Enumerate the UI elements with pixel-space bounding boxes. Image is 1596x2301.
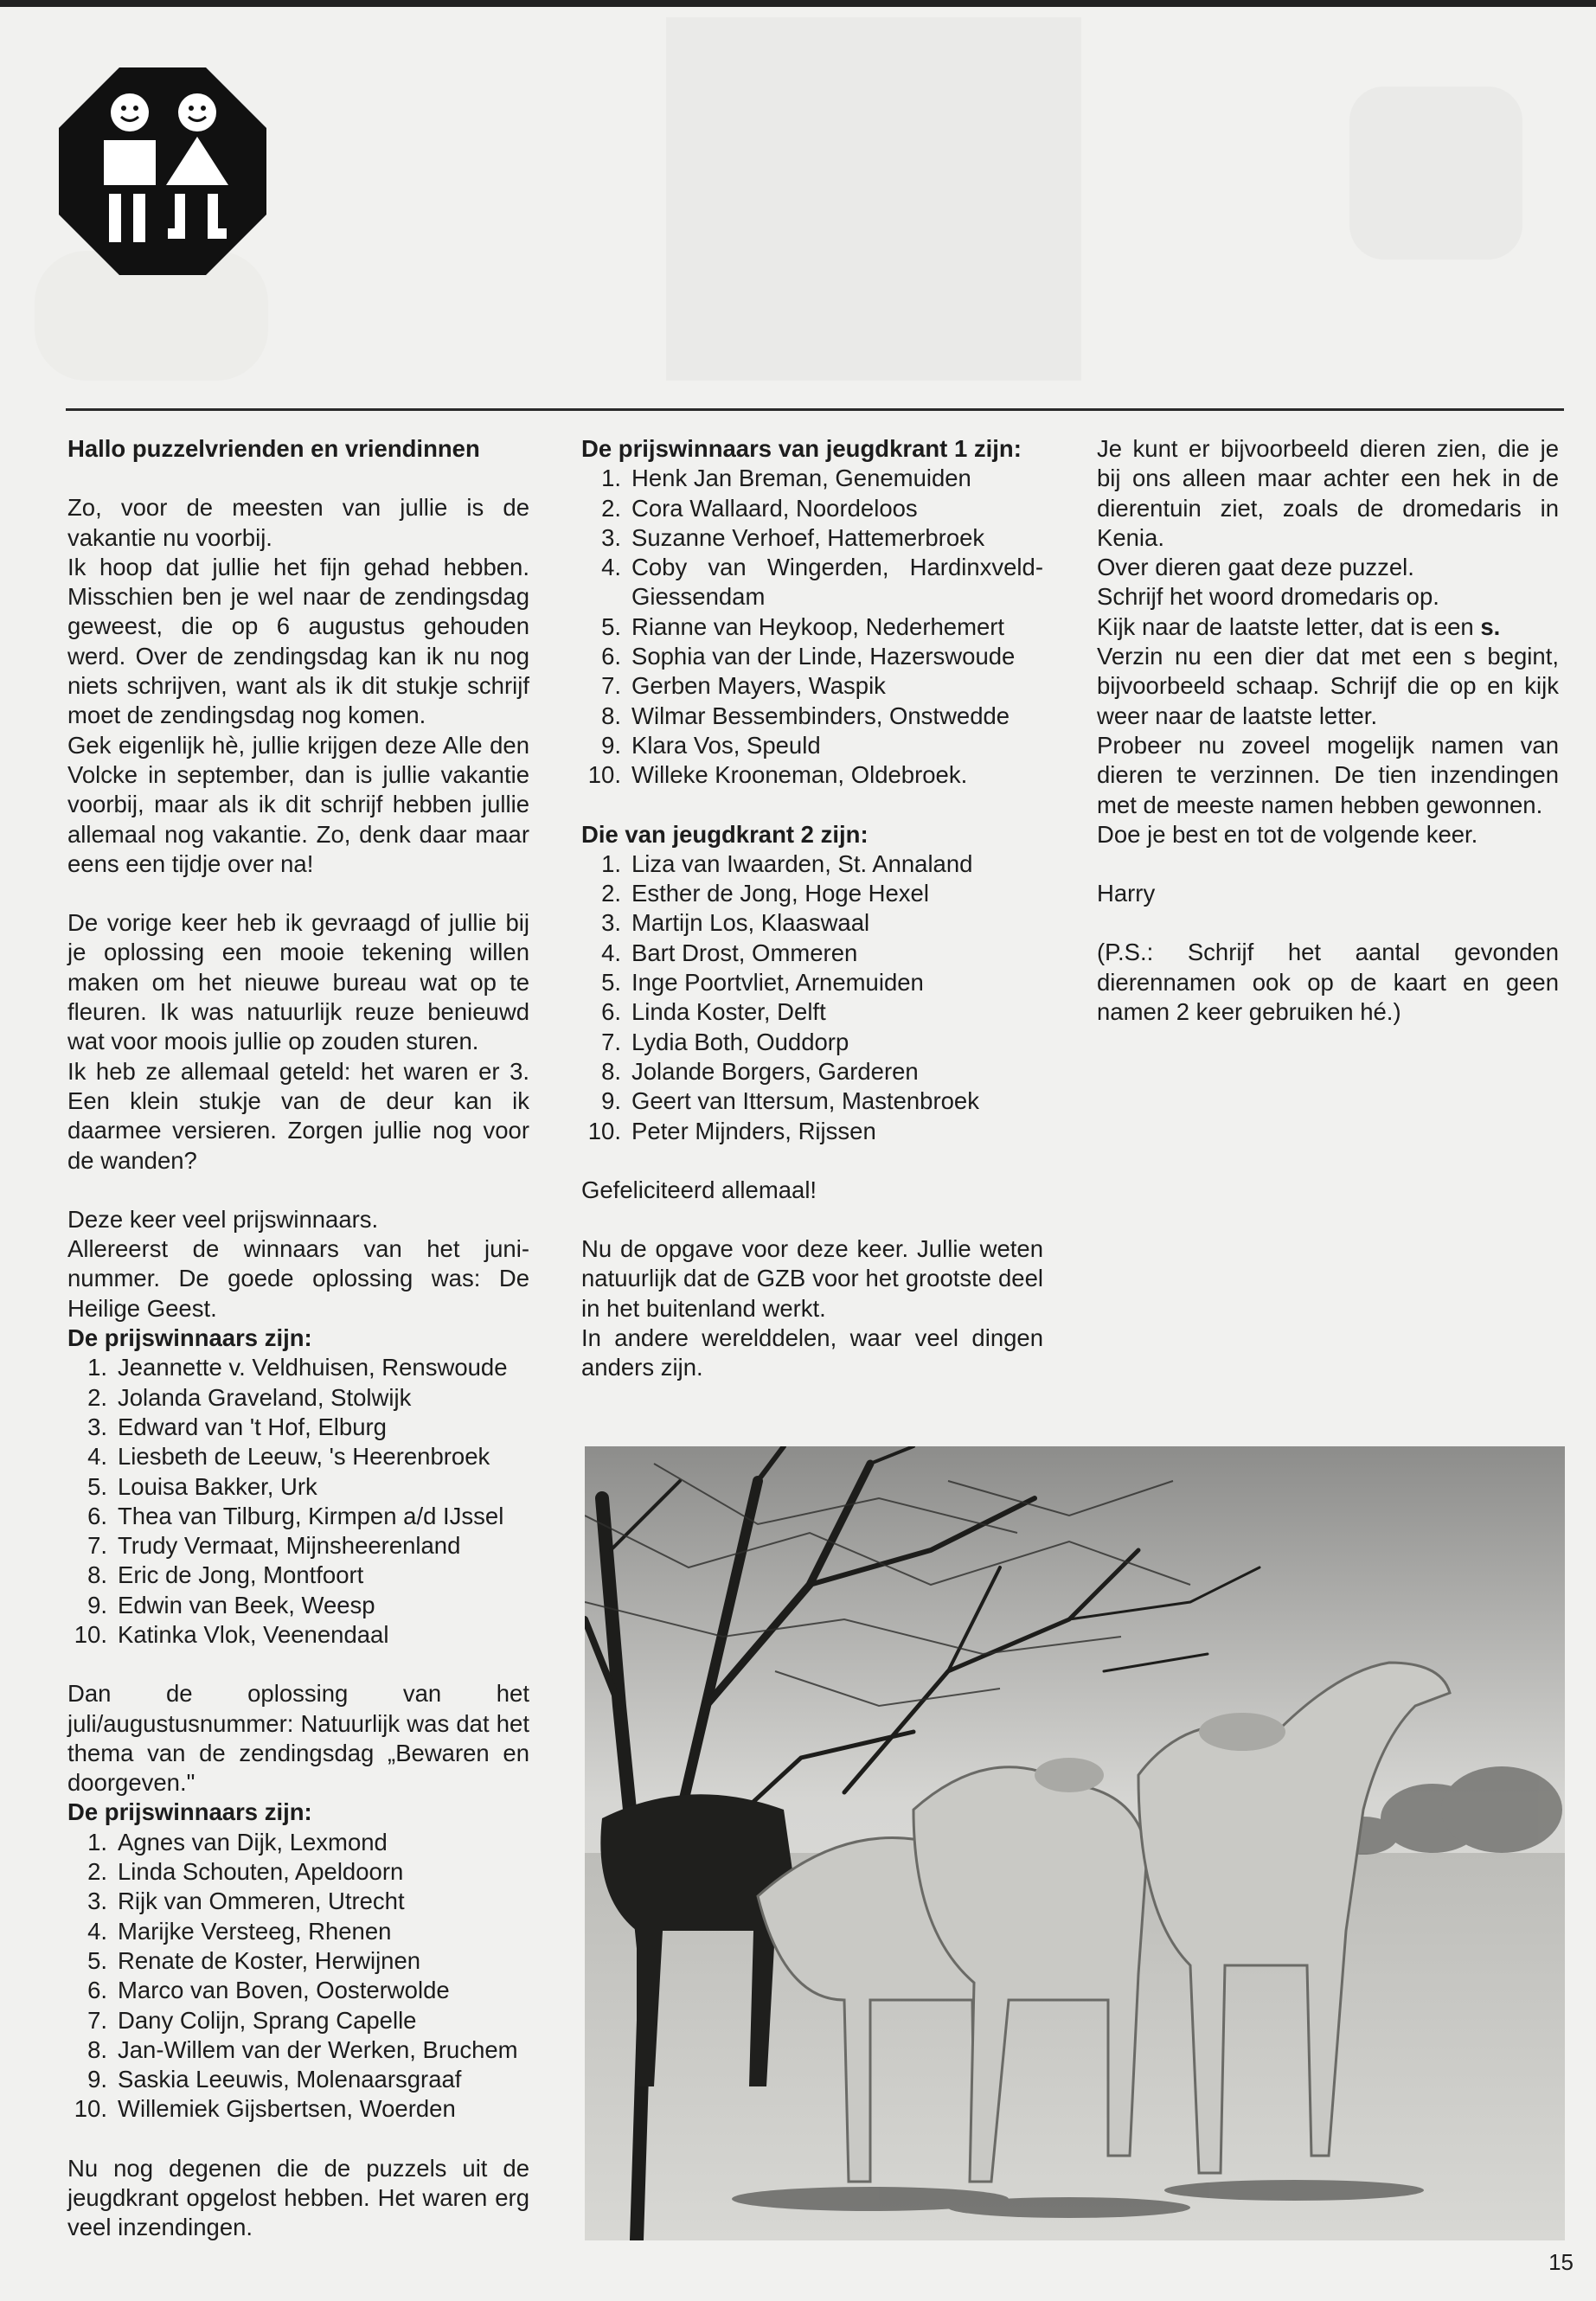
list-item: 4. Bart Drost, Ommeren (601, 939, 858, 966)
list-item: 3. Edward van 't Hof, Elburg (87, 1413, 387, 1440)
july-intro: Dan de oplossing van het juli/augustusnummer: Natuurlijk was dat het thema van de zendingsdag „Bewaren en doorgeven." (67, 1680, 529, 1797)
puzzle-paragraph: Schrijf het woord dromedaris op. (1097, 583, 1439, 611)
drawing-paragraph: De vorige keer heb ik gevraagd of jullie bij je oplossing een mooie tekening willen maken om het nieuwe bureau wat op te fleuren. Ik was natuurlijk reuze benieuwd wat voor moois jullie op zouden sturen. (67, 909, 529, 1055)
list-item: 9. Saskia Leeuwis, Molenaarsgraaf (87, 2066, 462, 2093)
list-item: 3. Suzanne Verhoef, Hattemerbroek (601, 523, 985, 551)
puzzle-paragraph: Verzin nu een dier dat met een s begint, bijvoorbeeld schaap. Schrijf die op en kijk weer naar de laatste letter. (1097, 643, 1559, 729)
list-item: 9. Geert van Ittersum, Mastenbroek (601, 1087, 979, 1115)
list-item: 5. Renate de Koster, Herwijnen (87, 1946, 421, 1974)
column-left (67, 434, 529, 2243)
list-item: 1. Agnes van Dijk, Lexmond (87, 1828, 388, 1856)
list-item: 2. Linda Schouten, Apeldoorn (87, 1858, 404, 1886)
list-item: 6. Linda Koster, Delft (601, 998, 826, 1026)
column-right (1097, 434, 1559, 1027)
puzzle-paragraph: Je kunt er bijvoorbeeld dieren zien, die je bij ons alleen maar achter een hek in de dierentuin ziet, zoals de dromedaris in Kenia. (1097, 435, 1559, 551)
top-edge (0, 0, 1596, 7)
list-item: 7. Lydia Both, Ouddorp (601, 1028, 849, 1055)
congratulations-text: Gefeliciteerd allemaal! (581, 1176, 817, 1203)
assignment-paragraph: Nu de opgave voor deze keer. Jullie weten natuurlijk dat de GZB voor het grootste deel in het buitenland werkt. (581, 1235, 1043, 1322)
list-item: 1. Henk Jan Breman, Genemuiden (601, 465, 971, 492)
list-item: 9. Klara Vos, Speuld (601, 731, 821, 759)
list-item: 2. Esther de Jong, Hoge Hexel (601, 880, 929, 907)
signature: Harry (1097, 880, 1156, 907)
list-item: 6. Sophia van der Linde, Hazerswoude (601, 643, 1016, 670)
jeugdkrant2-heading: Die van jeugdkrant 2 zijn: (581, 820, 869, 848)
list-item: 10. Willeke Krooneman, Oldebroek. (587, 761, 968, 789)
greeting-heading: Hallo puzzelvrienden en vriendinnen (67, 435, 480, 462)
july-winners-heading: De prijswinnaars zijn: (67, 1798, 312, 1826)
list-item: 4. Coby van Wingerden, Hardinxveld-Giessendam (601, 554, 1043, 611)
list-item: 3. Martijn Los, Klaaswaal (601, 909, 870, 937)
list-item: 10. Peter Mijnders, Rijssen (587, 1117, 876, 1144)
list-item: 8. Wilmar Bessembinders, Onstwedde (601, 702, 1010, 729)
list-item: 8. Jolande Borgers, Garderen (601, 1057, 919, 1085)
list-item: 6. Thea van Tilburg, Kirmpen a/d IJssel (87, 1502, 504, 1529)
show-through-shape (1349, 87, 1522, 260)
puzzle-paragraph: Kijk naar de laatste letter, dat is een s. (1097, 612, 1501, 640)
june-winners-list (67, 1353, 529, 1650)
list-item: 7. Trudy Vermaat, Mijnsheerenland (87, 1532, 461, 1560)
column-middle (581, 434, 1043, 1383)
closing-paragraph: Nu nog degenen die de puzzels uit de jeugdkrant opgelost hebben. Het waren erg veel inzendingen. (67, 2154, 529, 2241)
list-item: 6. Marco van Boven, Oosterwolde (87, 1977, 450, 2004)
jeugdkrant1-heading: De prijswinnaars van jeugdkrant 1 zijn: (581, 435, 1022, 462)
winners-intro: Deze keer veel prijswinnaars. (67, 1205, 379, 1233)
list-item: 7. Dany Colijn, Sprang Capelle (87, 2006, 417, 2034)
list-item: 5. Inge Poortvliet, Arnemuiden (601, 969, 924, 997)
list-item: 4. Marijke Versteeg, Rhenen (87, 1917, 392, 1945)
list-item: 8. Jan-Willem van der Werken, Bruchem (87, 2035, 518, 2063)
list-item: 9. Edwin van Beek, Weesp (87, 1591, 375, 1618)
list-item: 1. Jeannette v. Veldhuisen, Renswoude (87, 1354, 508, 1381)
intro-paragraph: Ik hoop dat jullie het fijn gehad hebben. Misschien ben je wel naar de zendingsdag geweest, die op 6 augustus gehouden werd. Over de zendingsdag kan ik nu nog niets schrijven, want als ik dit stukje schrijf moet de zendingsdag nog komen. (67, 553, 529, 729)
puzzle-paragraph: Doe je best en tot de volgende keer. (1097, 820, 1478, 848)
list-item: 3. Rijk van Ommeren, Utrecht (87, 1888, 405, 1915)
list-item: 7. Gerben Mayers, Waspik (601, 672, 886, 700)
list-item: 10. Katinka Vlok, Veenendaal (74, 1620, 389, 1648)
two-smiling-children-icon (59, 67, 266, 275)
intro-paragraph: Zo, voor de meesten van jullie is de vakantie nu voorbij. (67, 494, 529, 551)
list-item: 5. Louisa Bakker, Urk (87, 1472, 317, 1500)
puzzle-paragraph: Probeer nu zoveel mogelijk namen van dieren te verzinnen. De tien inzendingen met de meeste namen hebben gewonnen. (1097, 731, 1559, 818)
assignment-paragraph: In andere werelddelen, waar veel dingen anders zijn. (581, 1324, 1043, 1381)
list-item: 8. Eric de Jong, Montfoort (87, 1561, 364, 1589)
jeugdkrant2-winners-list (581, 849, 1043, 1146)
jeugdkrant1-winners-list (581, 464, 1043, 790)
drawing-paragraph: Ik heb ze allemaal geteld: het waren er 3. Een klein stukje van de deur kan ik daarmee versieren. Zorgen jullie nog voor de wanden? (67, 1057, 529, 1174)
list-item: 1. Liza van Iwaarden, St. Annaland (601, 849, 973, 877)
list-item: 5. Rianne van Heykoop, Nederhemert (601, 612, 1005, 640)
puzzle-paragraph: Over dieren gaat deze puzzel. (1097, 554, 1414, 581)
winners-intro: Allereerst de winnaars van het juni-nummer. De goede oplossing was: De Heilige Geest. (67, 1235, 529, 1322)
postscript: (P.S.: Schrijf het aantal gevonden dierennamen ook op de kaart en geen namen 2 keer gebruiken hé.) (1097, 939, 1559, 1026)
list-item: 4. Liesbeth de Leeuw, 's Heerenbroek (87, 1443, 490, 1471)
show-through-shape (666, 17, 1081, 381)
header-rule (66, 408, 1564, 411)
list-item: 10. Willemiek Gijsbertsen, Woerden (74, 2095, 456, 2123)
june-winners-heading: De prijswinnaars zijn: (67, 1324, 312, 1352)
intro-paragraph: Gek eigenlijk hè, jullie krijgen deze Alle den Volcke in september, dan is jullie vakantie voorbij, maar als ik dit schrijf hebben jullie allemaal nog vakantie. Zo, denk daar maar eens een tijdje over na! (67, 731, 529, 877)
page-number: 15 (1548, 2249, 1574, 2275)
camels-in-desert-photo (585, 1446, 1565, 2240)
july-winners-list (67, 1828, 529, 2125)
list-item: 2. Cora Wallaard, Noordeloos (601, 494, 918, 522)
list-item: 2. Jolanda Graveland, Stolwijk (87, 1383, 412, 1411)
